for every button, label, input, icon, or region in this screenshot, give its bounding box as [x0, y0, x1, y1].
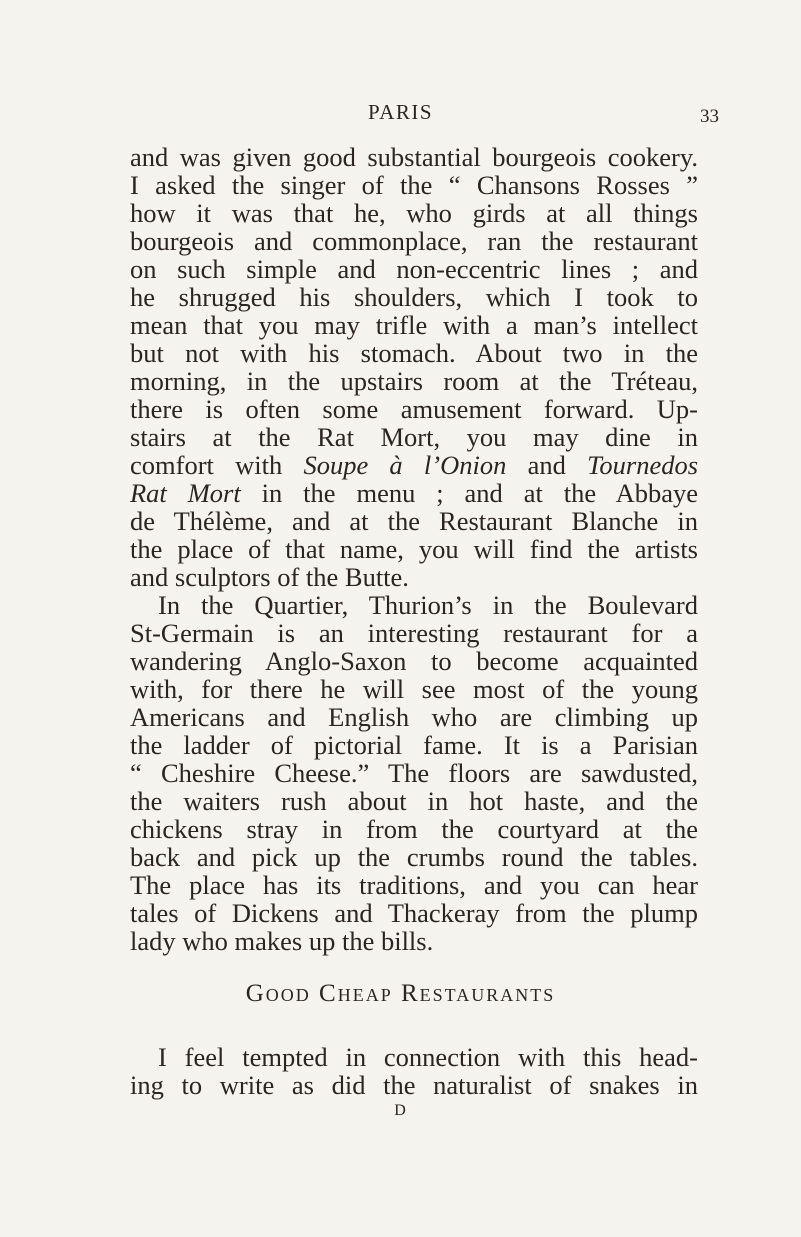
text-line: the ladder of pictorial fame. It is a Parisian [130, 730, 698, 760]
paragraph-first-line: I feel tempted in connection with this head- [158, 1042, 698, 1072]
signature-mark: D [394, 1102, 407, 1119]
text-line: but not with his stomach. About two in the [130, 338, 698, 368]
dish-name-italic: Tournedos [587, 450, 699, 480]
text-line: the place of that name, you will find the artists [130, 534, 698, 564]
dish-name-italic: Soupe à l’Onion [303, 450, 507, 480]
paragraph-last-line: lady who makes up the bills. [130, 926, 434, 956]
text-line: ing to write as did the naturalist of snakes in [130, 1070, 698, 1100]
text-line-with-italics [130, 479, 698, 507]
text-run: comfort with [130, 450, 304, 480]
section-heading: Good Cheap Restaurants [245, 980, 556, 1007]
paragraph-last-line: and sculptors of the Butte. [130, 562, 409, 592]
running-head: PARIS [367, 100, 434, 124]
text-line: back and pick up the crumbs round the tables. [130, 842, 698, 872]
text-line: with, for there he will see most of the young [130, 674, 698, 704]
text-line: bourgeois and commonplace, ran the restaurant [130, 226, 698, 256]
text-run: in the menu ; and at the Abbaye [240, 478, 698, 508]
text-line: and was given good substantial bourgeois cookery. [130, 142, 698, 172]
text-line: how it was that he, who girds at all things [130, 198, 698, 228]
text-line: stairs at the Rat Mort, you may dine in [130, 422, 698, 452]
text-line: there is often some amusement forward. Up- [130, 394, 698, 424]
text-line: on such simple and non-eccentric lines ; and [130, 254, 698, 284]
section-body-text [130, 1043, 698, 1099]
text-line: Americans and English who are climbing up [130, 702, 698, 732]
text-line-with-italics [130, 451, 698, 479]
text-line: chickens stray in from the courtyard at the [130, 814, 698, 844]
text-line: morning, in the upstairs room at the Tréteau, [130, 366, 698, 396]
text-run: and [506, 450, 588, 480]
paragraph-first-line: In the Quartier, Thurion’s in the Boulevard [158, 590, 698, 620]
dish-name-italic: Rat Mort [130, 478, 241, 508]
text-line: mean that you may trifle with a man’s intellect [130, 310, 698, 340]
body-text [130, 143, 698, 955]
text-line: St-Germain is an interesting restaurant for a [130, 618, 698, 648]
text-line: The place has its traditions, and you can hear [130, 870, 698, 900]
text-line: the waiters rush about in hot haste, and the [130, 786, 698, 816]
text-line: de Thélème, and at the Restaurant Blanche in [130, 506, 698, 536]
text-line: he shrugged his shoulders, which I took to [130, 282, 698, 312]
text-line: “ Cheshire Cheese.” The floors are sawdusted, [130, 758, 698, 788]
text-line: wandering Anglo-Saxon to become acquainted [130, 646, 698, 676]
text-line: I asked the singer of the “ Chansons Rosses ” [130, 170, 698, 200]
text-line: tales of Dickens and Thackeray from the plump [130, 898, 698, 928]
page-number: 33 [700, 106, 719, 127]
